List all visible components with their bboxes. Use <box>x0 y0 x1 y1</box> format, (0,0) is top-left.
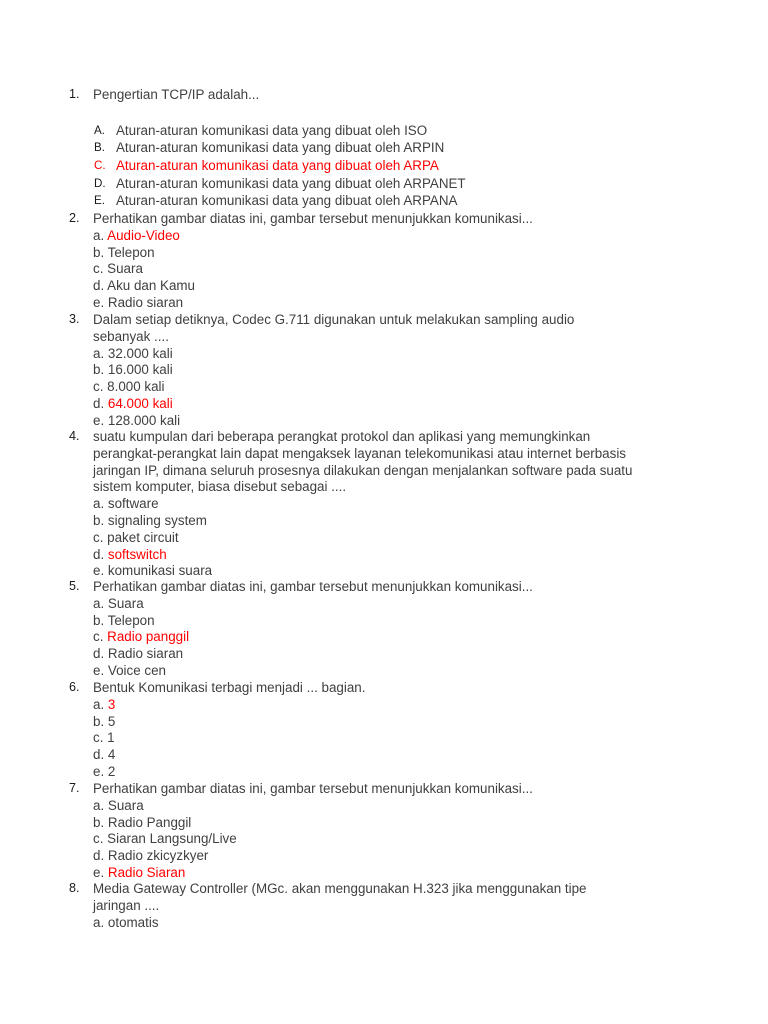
option-c-correct-answer <box>94 157 693 175</box>
option-a <box>93 798 693 815</box>
option-c <box>93 831 693 848</box>
option-text: Radio panggil <box>107 629 190 645</box>
option-b <box>93 245 693 262</box>
option-a <box>93 496 693 513</box>
option-c <box>93 730 693 747</box>
option-text: Siaran Langsung/Live <box>107 831 237 847</box>
option-d-correct-answer <box>93 547 693 564</box>
option-text: Suara <box>107 595 144 611</box>
option-text: 8.000 kali <box>107 379 165 395</box>
option-letter: e. <box>93 662 105 678</box>
option-letter: c. <box>93 629 104 645</box>
option-b <box>94 139 693 157</box>
option-d-correct-answer <box>93 396 693 413</box>
option-text: Radio siaran <box>107 646 184 662</box>
option-a-correct-answer <box>93 228 693 245</box>
option-letter: a. <box>93 797 105 813</box>
option-letter: e. <box>93 763 105 779</box>
option-text: Radio zkicyzkyer <box>107 848 209 864</box>
question-text-line: suatu kumpulan dari beberapa perangkat protokol dan aplikasi yang memungkinkan <box>93 429 591 444</box>
option-list <box>94 122 693 210</box>
option-letter: A. <box>94 123 105 137</box>
question-text-line: jaringan IP, dimana seluruh prosesnya dilakukan dengan menjalankan software pada suatu <box>93 462 633 478</box>
option-letter: e. <box>93 412 105 428</box>
option-c <box>93 530 693 547</box>
question-6 <box>69 680 693 781</box>
option-c <box>93 261 693 278</box>
option-d <box>93 278 693 295</box>
option-a-correct-answer <box>93 697 693 714</box>
option-text: 16.000 kali <box>107 362 173 378</box>
question-text-line: sebanyak .... <box>93 328 169 344</box>
option-letter: b. <box>93 244 105 260</box>
option-text: Aturan-aturan komunikasi data yang dibuat oleh ARPA <box>116 157 439 173</box>
option-letter: d. <box>93 546 105 562</box>
option-letter: a. <box>93 696 105 712</box>
option-d <box>93 747 693 764</box>
option-d <box>93 646 693 663</box>
option-text: signaling system <box>107 512 207 528</box>
option-text: Suara <box>107 797 144 813</box>
option-e <box>94 192 693 210</box>
question-number: 3. <box>69 312 80 326</box>
question-4 <box>69 429 693 580</box>
question-text: Perhatikan gambar diatas ini, gambar tersebut menunjukkan komunikasi... <box>93 211 533 226</box>
option-e <box>93 764 693 781</box>
option-text: 64.000 kali <box>107 395 173 411</box>
option-letter: e. <box>93 864 105 880</box>
option-letter: c. <box>93 261 104 277</box>
option-letter: B. <box>94 141 105 155</box>
question-text: Pengertian TCP/IP adalah... <box>93 87 260 102</box>
option-letter: a. <box>93 496 105 512</box>
question-text: Perhatikan gambar diatas ini, gambar tersebut menunjukkan komunikasi... <box>93 579 533 594</box>
option-e-correct-answer <box>93 865 693 882</box>
question-number: 5. <box>69 579 80 593</box>
option-text: Suara <box>107 261 143 277</box>
option-text: Voice cen <box>107 662 166 678</box>
option-text: Telepon <box>107 244 155 260</box>
option-letter: d. <box>93 848 105 864</box>
option-letter: c. <box>93 379 104 395</box>
option-text: 32.000 kali <box>107 345 173 361</box>
option-letter: c. <box>93 529 104 545</box>
option-letter: d. <box>93 747 105 763</box>
question-text: Bentuk Komunikasi terbagi menjadi ... bagian. <box>93 680 366 695</box>
option-letter: b. <box>93 814 105 830</box>
question-text-line: jaringan .... <box>93 897 160 913</box>
option-text: Radio siaran <box>107 294 184 310</box>
option-text: Audio-Video <box>107 227 180 243</box>
option-b <box>93 815 693 832</box>
option-letter: d. <box>93 278 105 294</box>
option-text: paket circuit <box>107 529 179 545</box>
option-letter: a. <box>93 914 105 930</box>
option-b <box>93 362 693 379</box>
option-d <box>94 175 693 193</box>
question-5 <box>69 579 693 680</box>
option-letter: a. <box>93 227 105 243</box>
option-text: Aturan-aturan komunikasi data yang dibuat oleh ARPANA <box>116 193 458 209</box>
option-letter: C. <box>94 158 106 172</box>
option-text: software <box>107 496 159 512</box>
option-letter: b. <box>93 362 105 378</box>
option-text: 4 <box>107 747 116 763</box>
question-text: Perhatikan gambar diatas ini, gambar tersebut menunjukkan komunikasi... <box>93 781 533 796</box>
question-text-line: Media Gateway Controller (MGc. akan menggunakan H.323 jika menggunakan tipe <box>93 881 587 896</box>
question-2 <box>69 211 693 312</box>
option-text: 3 <box>107 696 116 712</box>
option-letter: a. <box>93 345 105 361</box>
option-b <box>93 513 693 530</box>
question-number: 2. <box>69 211 80 225</box>
option-a <box>94 122 693 140</box>
option-text: Aturan-aturan komunikasi data yang dibuat oleh ARPIN <box>116 140 445 156</box>
option-text: 1 <box>107 730 115 746</box>
question-1 <box>69 87 693 210</box>
option-letter: b. <box>93 612 105 628</box>
question-number: 8. <box>69 881 80 895</box>
option-letter: d. <box>93 646 105 662</box>
option-a <box>93 915 693 932</box>
option-a <box>93 346 693 363</box>
question-text-line: sistem komputer, biasa disebut sebagai .... <box>93 479 347 495</box>
question-3 <box>69 312 693 430</box>
option-letter: b. <box>93 713 105 729</box>
option-letter: b. <box>93 512 105 528</box>
question-text-line: perangkat-perangkat lain dapat mengaksek layanan telekomunikasi atau internet berbasis <box>93 445 626 461</box>
question-7 <box>69 781 693 882</box>
option-letter: E. <box>94 194 105 208</box>
option-a <box>93 596 693 613</box>
option-letter: D. <box>94 176 106 190</box>
option-letter: e. <box>93 294 105 310</box>
option-text: Aku dan Kamu <box>107 278 195 294</box>
option-e <box>93 295 693 312</box>
option-e <box>93 563 693 580</box>
option-text: Radio Panggil <box>107 814 192 830</box>
option-letter: c. <box>93 730 104 746</box>
option-text: 2 <box>107 763 116 779</box>
question-number: 6. <box>69 680 80 694</box>
option-text: 5 <box>107 713 116 729</box>
option-letter: e. <box>93 563 105 579</box>
question-8 <box>69 881 693 931</box>
option-text: otomatis <box>107 914 159 930</box>
option-letter: c. <box>93 831 104 847</box>
question-text-line: Dalam setiap detiknya, Codec G.711 digunakan untuk melakukan sampling audio <box>93 312 575 327</box>
option-c-correct-answer <box>93 629 693 646</box>
option-text: Radio Siaran <box>107 864 186 880</box>
question-number: 7. <box>69 781 80 795</box>
option-text: softswitch <box>107 546 167 562</box>
question-number: 1. <box>69 87 80 101</box>
option-e <box>93 413 693 430</box>
option-e <box>93 663 693 680</box>
option-text: Aturan-aturan komunikasi data yang dibuat oleh ARPANET <box>116 175 466 191</box>
option-d <box>93 848 693 865</box>
option-text: komunikasi suara <box>107 563 213 579</box>
option-text: Aturan-aturan komunikasi data yang dibuat oleh ISO <box>116 122 428 138</box>
option-letter: d. <box>93 395 105 411</box>
option-text: 128.000 kali <box>107 412 181 428</box>
option-b <box>93 613 693 630</box>
question-number: 4. <box>69 429 80 443</box>
option-b <box>93 714 693 731</box>
option-c <box>93 379 693 396</box>
option-letter: a. <box>93 595 105 611</box>
option-text: Telepon <box>107 612 155 628</box>
